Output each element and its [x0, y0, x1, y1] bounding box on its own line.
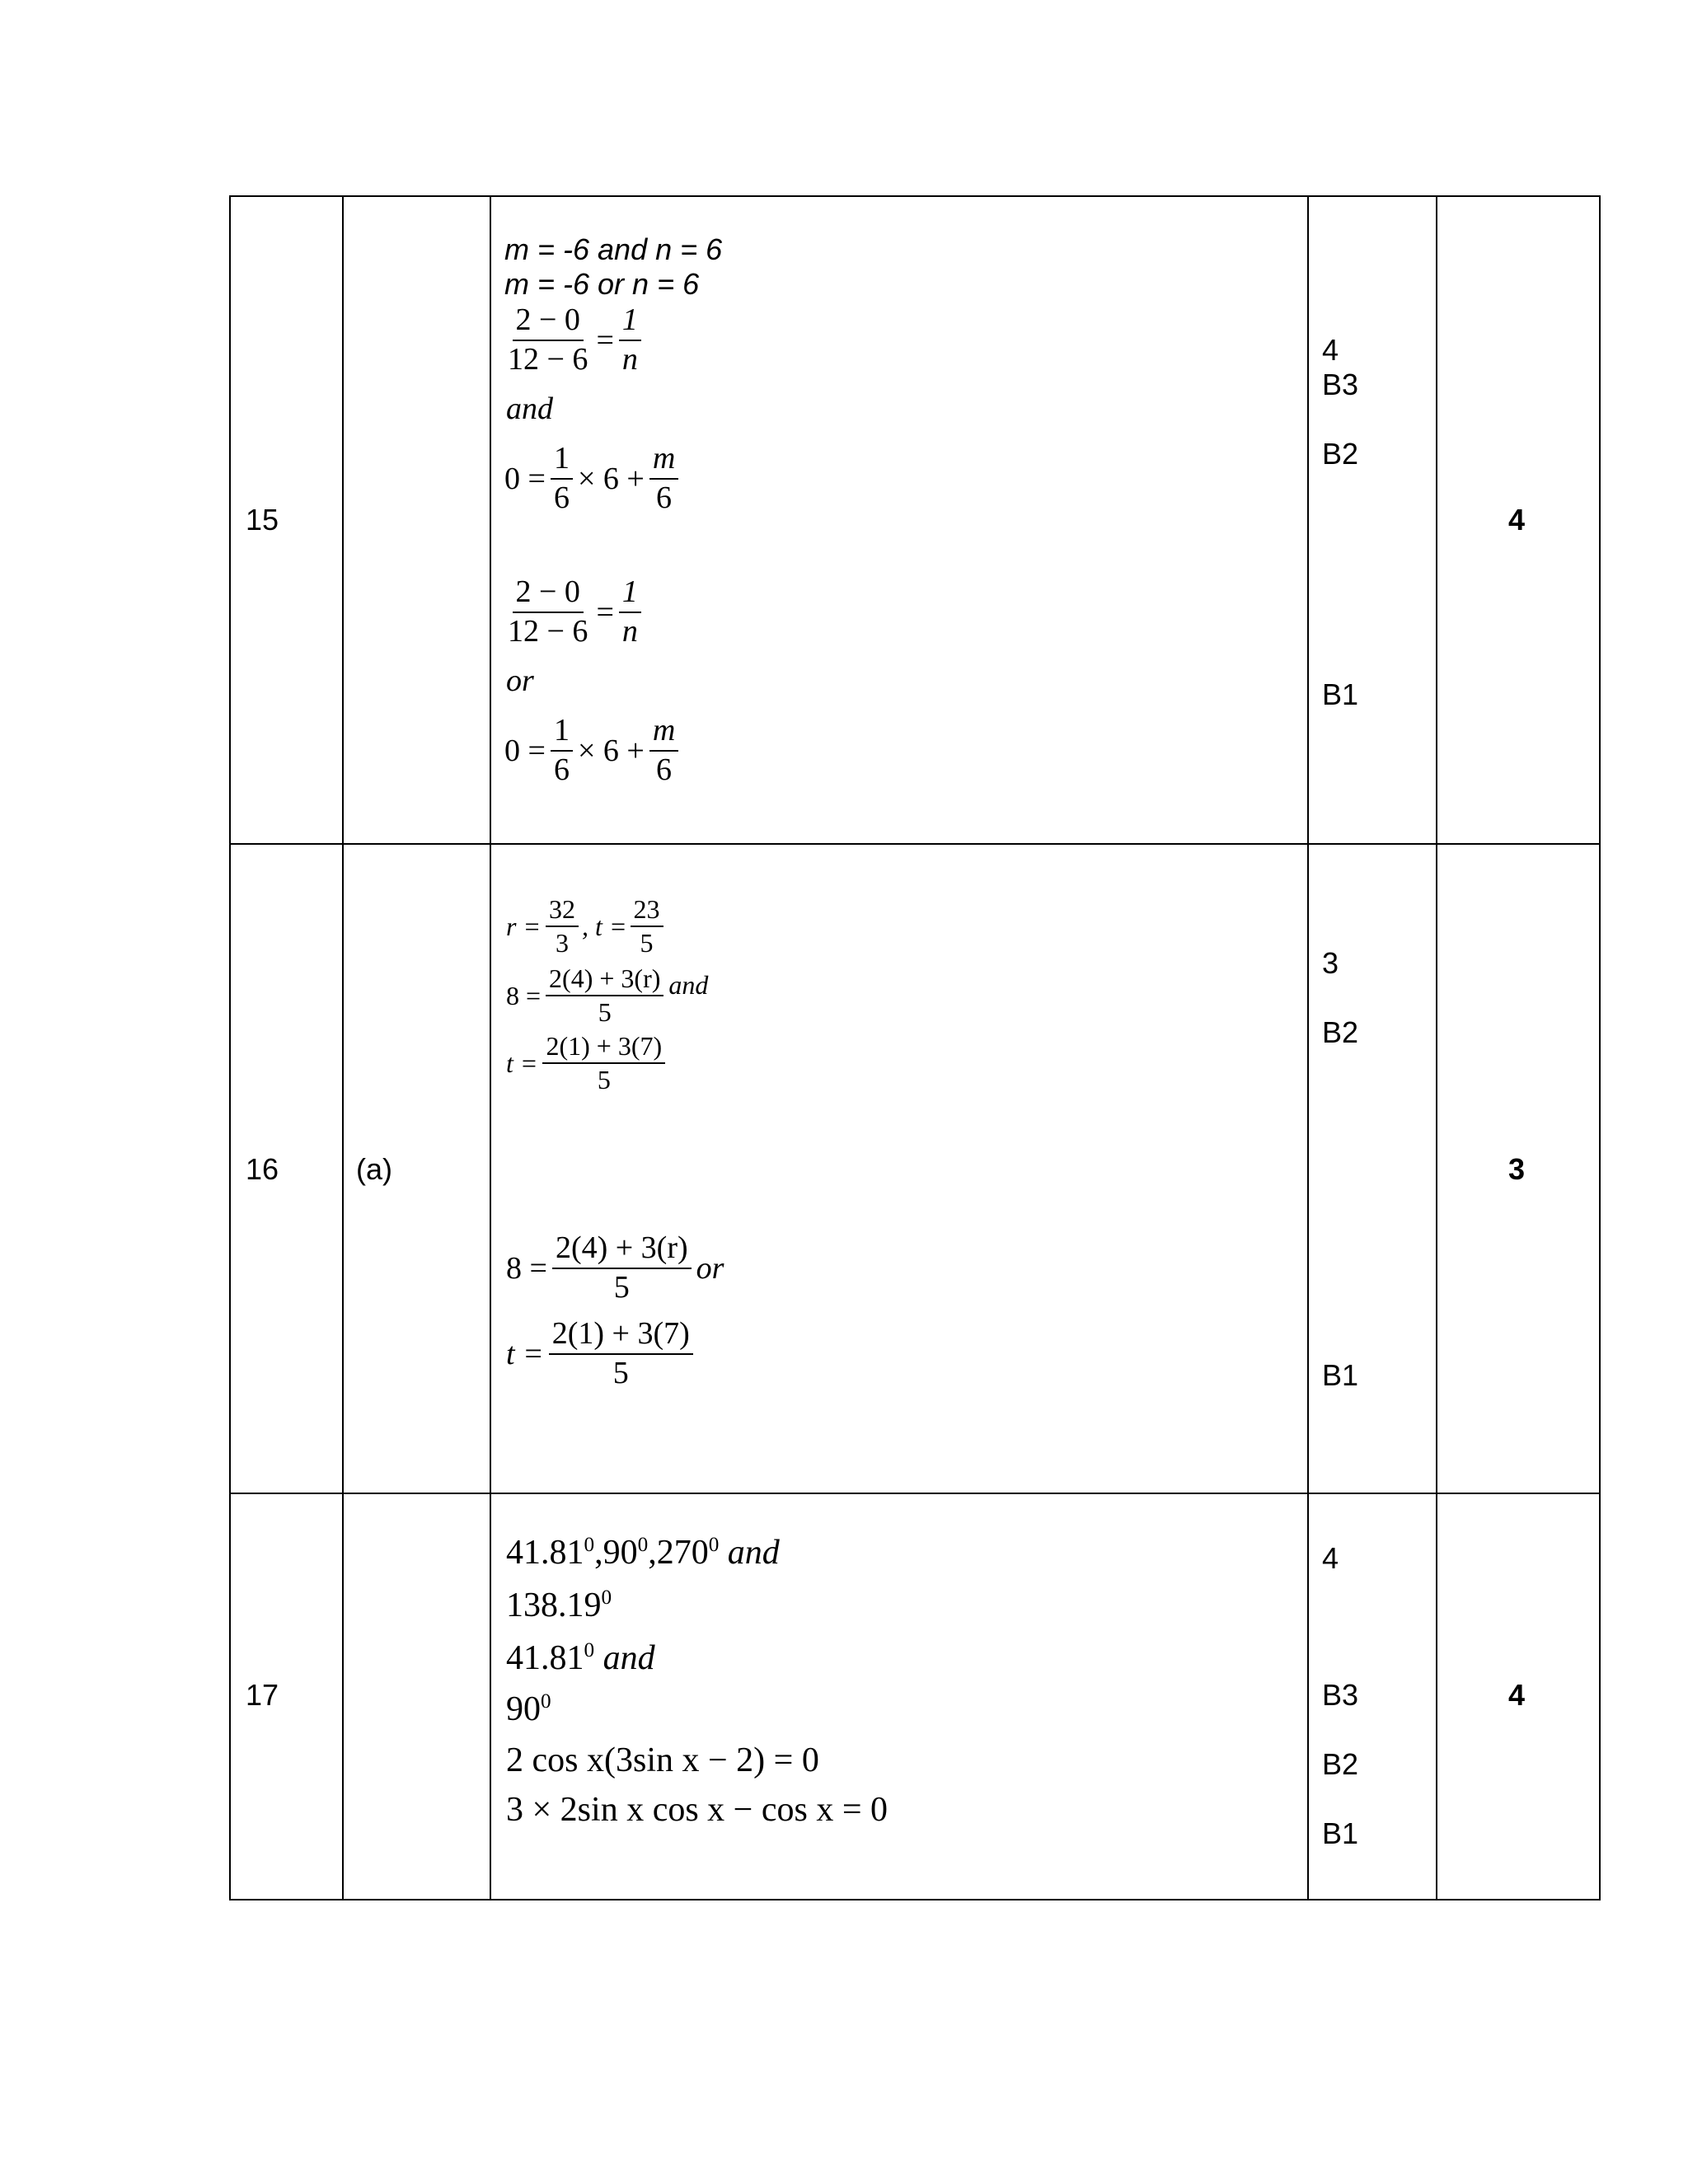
answer-line: 2 cos x(3sin x − 2) = 0 — [506, 1741, 819, 1779]
section-equation: t = $\frac{2(1) + 3(7)}{5}$ — [506, 1032, 665, 1094]
question-number: 17 — [246, 1678, 279, 1712]
total-marks: 4 — [1508, 1678, 1526, 1712]
answer-line: m = -6 or n = 6 — [504, 267, 700, 301]
section-equation: 8 = $\frac{2(4) + 3(r)}{5}$ or — [506, 1230, 724, 1305]
gradient-equation: $\frac{2 - 0}{12 - 6}$ = $\frac{1}{n}$ — [504, 303, 641, 377]
total-marks: 3 — [1508, 1152, 1526, 1186]
mark: B2 — [1322, 1015, 1359, 1049]
section-equation: 8 = $\frac{2(4) + 3(r)}{5}$ and — [506, 963, 709, 1028]
mark: B1 — [1322, 1358, 1359, 1392]
question-part: (a) — [356, 1152, 392, 1186]
question-number: 15 — [246, 503, 279, 537]
mark: B1 — [1322, 677, 1359, 711]
answer-line: $90^0$ — [506, 1690, 551, 1728]
question-number: 16 — [246, 1152, 279, 1186]
mark: 4 — [1322, 333, 1339, 367]
mark: B1 — [1322, 1816, 1359, 1850]
mark: B2 — [1322, 437, 1359, 471]
total-marks: 4 — [1508, 503, 1526, 537]
intercept-equation: 0 = $\frac{1}{6}$ × 6 + $\frac{m}{6}$ — [504, 442, 678, 516]
mark: 3 — [1322, 946, 1339, 980]
answer-line: 3 × 2sin x cos x − cos x = 0 — [506, 1791, 889, 1829]
gradient-equation: $\frac{2 - 0}{12 - 6}$ = $\frac{1}{n}$ — [504, 575, 641, 649]
section-equation: t = $\frac{2(1) + 3(7)}{5}$ — [506, 1317, 693, 1391]
mark: B3 — [1322, 368, 1359, 401]
intercept-equation: 0 = $\frac{1}{6}$ × 6 + $\frac{m}{6}$ — [504, 714, 678, 788]
answer-line: r = $\frac{32}{3}$ , t = $\frac{23}{5}$ — [506, 895, 663, 958]
mark: 4 — [1322, 1541, 1339, 1575]
answer-line: 138.19$^0$ — [506, 1586, 612, 1624]
mark: B3 — [1322, 1678, 1359, 1712]
answer-line: 41.81$^0$ and — [506, 1639, 655, 1677]
answer-line: m = -6 and n = 6 — [504, 232, 723, 266]
conjunction: and — [506, 391, 553, 426]
mark: B2 — [1322, 1747, 1359, 1781]
conjunction: or — [506, 663, 534, 698]
answer-line: $41.81^0,90^0,270^0$ and — [506, 1534, 780, 1572]
